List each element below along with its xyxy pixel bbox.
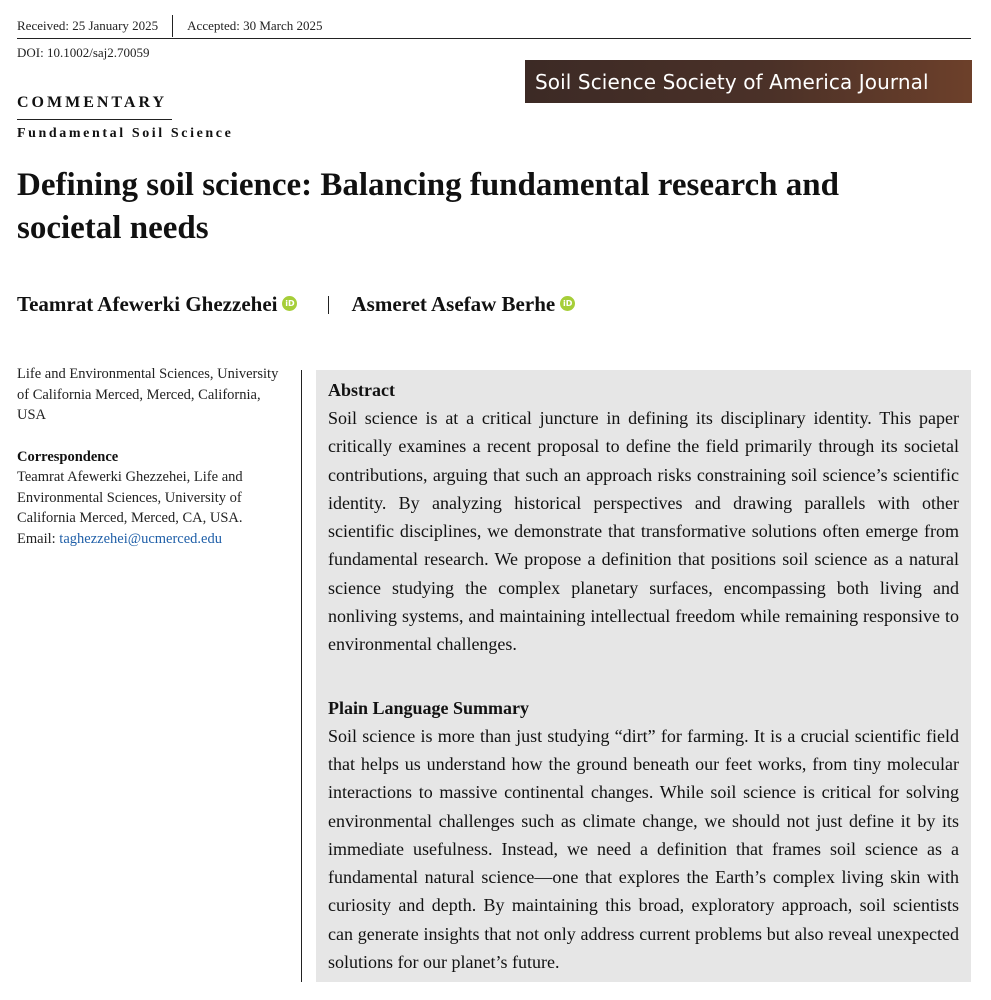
sidebar xyxy=(17,364,285,549)
abstract-heading: Abstract xyxy=(328,380,395,400)
article-type-rule xyxy=(17,119,172,120)
author-name[interactable]: Teamrat Afewerki Ghezzehei xyxy=(17,292,278,316)
correspondence-text: Teamrat Afewerki Ghezzehei, Life and Environmental Sciences, University of California Merced, Merced, CA, USA. xyxy=(17,469,243,526)
date-separator xyxy=(172,15,173,37)
orcid-icon[interactable]: iD xyxy=(560,296,575,311)
author-name[interactable]: Asmeret Asefaw Berhe xyxy=(351,292,556,316)
column-divider xyxy=(301,370,302,982)
author-list xyxy=(17,292,575,317)
orcid-icon[interactable]: iD xyxy=(282,296,297,311)
doi: DOI: 10.1002/saj2.70059 xyxy=(17,45,150,60)
plain-language-summary-heading: Plain Language Summary xyxy=(328,697,530,718)
abstract-box xyxy=(316,370,971,982)
journal-banner: Soil Science Society of America Journal xyxy=(525,60,972,103)
affiliation: Life and Environmental Sciences, University of California Merced, Merced, California, USA xyxy=(17,366,279,423)
correspondence-heading: Correspondence xyxy=(17,448,119,465)
correspondence-email xyxy=(17,529,285,550)
email-link[interactable]: taghezzehei@ucmerced.edu xyxy=(59,530,222,547)
article-type: COMMENTARY xyxy=(17,94,168,111)
received-date: Received: 25 January 2025 xyxy=(17,18,159,33)
section-label: Fundamental Soil Science xyxy=(17,126,234,141)
header-rule xyxy=(17,38,971,39)
abstract-text: Soil science is at a critical juncture in defining its disciplinary identity. This paper critically examines a recent proposal to define the field primarily through its societal contributions, arguing that such an approach risks constraining soil science’s scientific identity. By analyzing historical perspectives and drawing parallels with other scientific disciplines, we demonstrate that transformative solutions often emerge from fundamental research. We propose a definition that positions soil science as a natural science studying the complex planetary surfaces, encompassing both living and nonliving systems, and maintaining intellectual freedom while remaining responsive to environmental challenges. xyxy=(328,408,959,655)
article-title: Defining soil science: Balancing fundamental research and societal needs xyxy=(17,167,839,246)
accepted-date: Accepted: 30 March 2025 xyxy=(187,18,323,33)
email-label: Email: xyxy=(17,530,56,547)
article-dates xyxy=(17,15,323,37)
author-separator xyxy=(328,296,329,314)
plain-language-summary-text: Soil science is more than just studying “dirt” for farming. It is a crucial scientific field that helps us understand how the ground beneath our feet works, from tiny molecular interactions to massive continental changes. While soil science is critical for solving environmental challenges such as climate change, we should not just define it by its immediate usefulness. Instead, we need a definition that frames soil science as a fundamental natural science—one that explores the Earth’s complex living skin with curiosity and depth. By maintaining this broad, exploratory approach, soil scientists can generate insights that not only address current problems but also reveal unexpected solutions for our planet’s future. xyxy=(328,725,959,973)
